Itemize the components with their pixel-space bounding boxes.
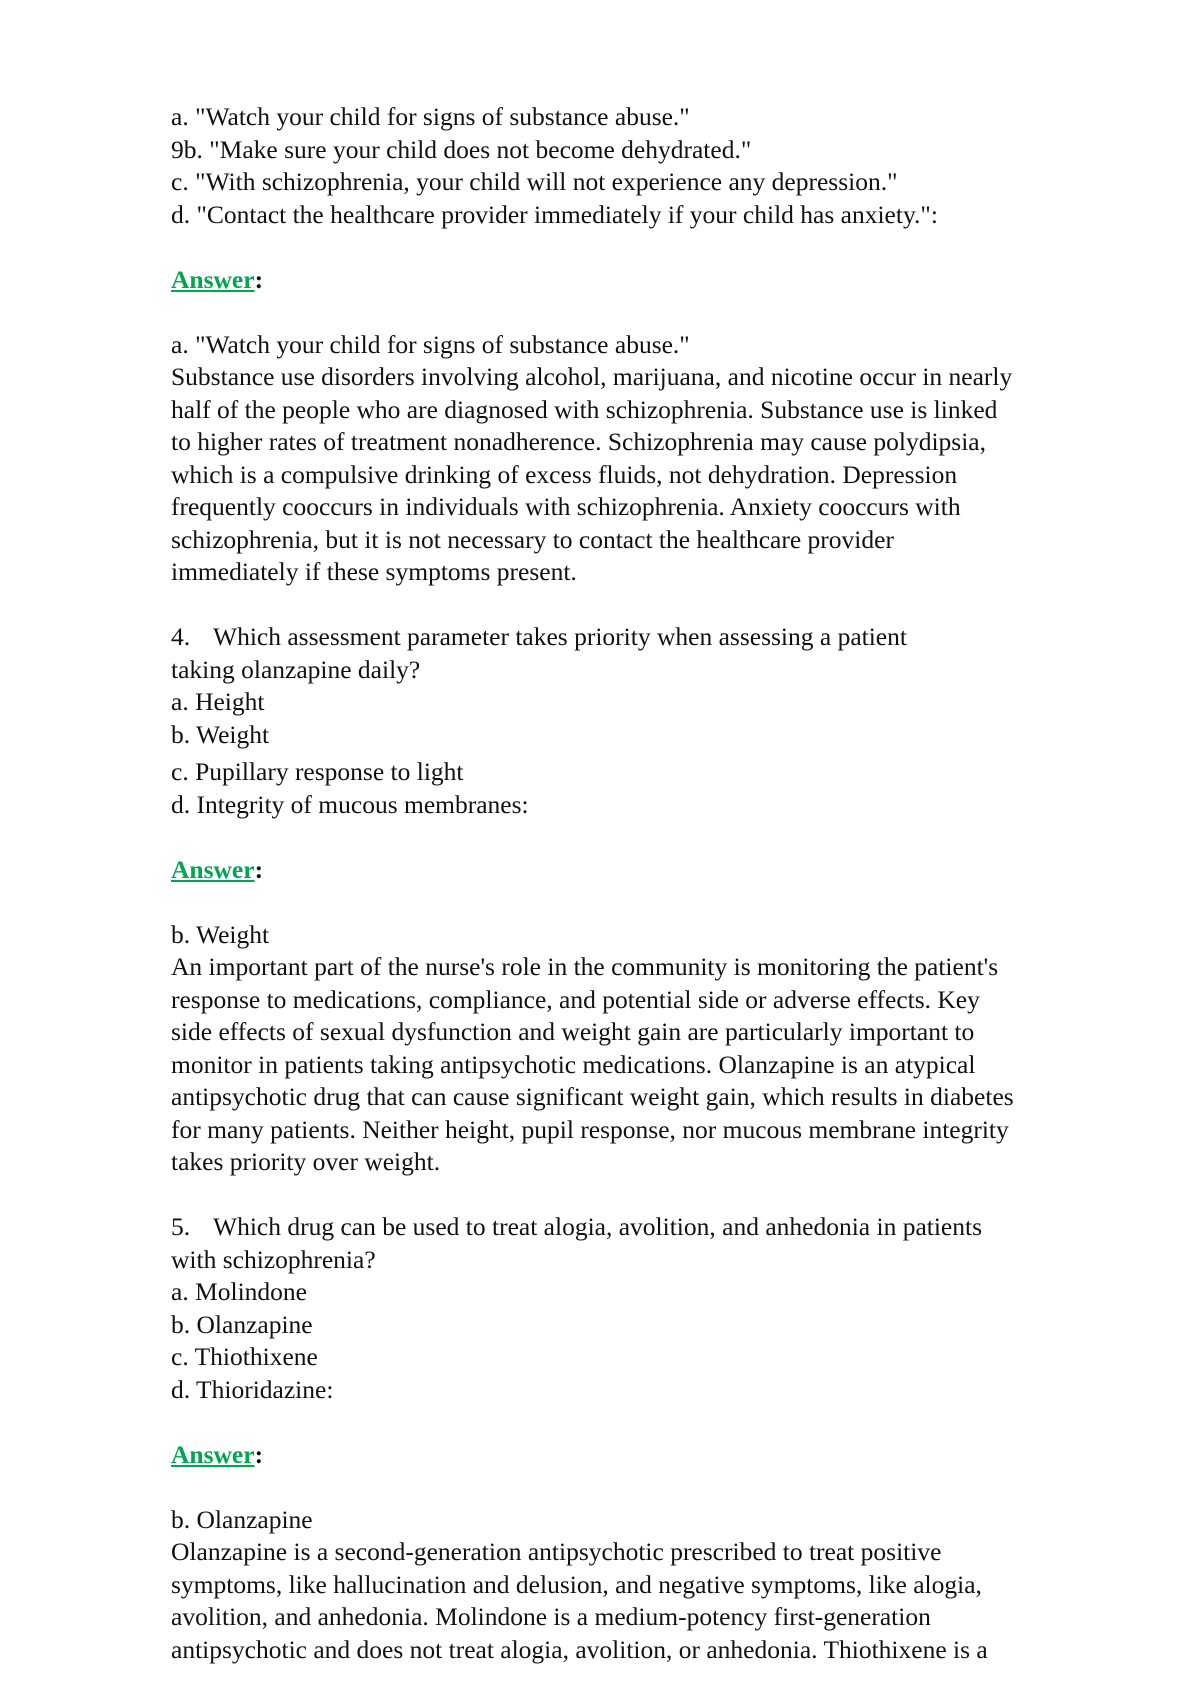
q4-option-b: b. Weight: [171, 719, 270, 749]
explanation-line: antipsychotic and does not treat alogia, avolition, or anhedonia. Thiothixene is a: [171, 1634, 988, 1664]
q5-option-d: d. Thioridazine:: [171, 1374, 334, 1404]
q4-option-d: d. Integrity of mucous membranes:: [171, 789, 529, 819]
answer-colon: :: [254, 264, 264, 294]
question-4-text: Which assessment parameter takes priority when assessing a patient: [213, 622, 907, 651]
explanation-line: schizophrenia, but it is not necessary to contact the healthcare provider: [171, 524, 894, 554]
explanation-line: takes priority over weight.: [171, 1147, 441, 1176]
answer-colon: :: [254, 1439, 264, 1469]
explanation-line: for many patients. Neither height, pupil response, nor mucous membrane integrity: [171, 1114, 1009, 1144]
q5-explanation: [171, 1536, 1131, 1666]
q4-answer-heading: [171, 854, 1131, 887]
question-5: [171, 1211, 1131, 1406]
explanation-line: half of the people who are diagnosed with schizophrenia. Substance use is linked: [171, 394, 998, 424]
q3-option-d: d. "Contact the healthcare provider immediately if your child has anxiety.":: [171, 199, 938, 229]
question-4-line-2: taking olanzapine daily?: [171, 654, 421, 684]
question-4-line-1: [171, 621, 1131, 654]
q5-answer-choice: b. Olanzapine: [171, 1504, 313, 1534]
answer-label: Answer: [171, 264, 255, 294]
question-5-line-1: [171, 1211, 1131, 1244]
explanation-line: side effects of sexual dysfunction and weight gain are particularly important to: [171, 1017, 975, 1046]
q3-answer-choice: a. "Watch your child for signs of substance abuse.": [171, 329, 690, 359]
q5-option-b: b. Olanzapine: [171, 1309, 313, 1339]
explanation-line: immediately if these symptoms present.: [171, 557, 577, 586]
q4-explanation: [171, 951, 1131, 1179]
explanation-line: Olanzapine is a second-generation antipsychotic prescribed to treat positive: [171, 1537, 942, 1566]
question-4: [171, 621, 1131, 821]
q3-option-c: c. "With schizophrenia, your child will not experience any depression.": [171, 167, 898, 196]
q4-answer-choice: b. Weight: [171, 919, 270, 949]
explanation-line: An important part of the nurse's role in the community is monitoring the patient's: [171, 952, 999, 981]
explanation-line: monitor in patients taking antipsychotic medications. Olanzapine is an atypical: [171, 1049, 976, 1079]
explanation-line: Substance use disorders involving alcohol, marijuana, and nicotine occur in nearly: [171, 362, 1013, 391]
answer-label: Answer: [171, 1439, 255, 1469]
answer-colon: :: [254, 854, 264, 884]
question-5-number: 5.: [171, 1212, 191, 1241]
explanation-line: which is a compulsive drinking of excess fluids, not dehydration. Depression: [171, 459, 958, 489]
question-5-line-2: with schizophrenia?: [171, 1244, 376, 1274]
q3-option-b: 9b. "Make sure your child does not become dehydrated.": [171, 134, 752, 164]
explanation-line: avolition, and anhedonia. Molindone is a medium-potency first-generation: [171, 1602, 931, 1631]
explanation-line: frequently cooccurs in individuals with schizophrenia. Anxiety cooccurs with: [171, 492, 961, 521]
explanation-line: antipsychotic drug that can cause significant weight gain, which results in diabetes: [171, 1082, 1014, 1111]
question-4-number: 4.: [171, 622, 191, 651]
q3-answer-heading: [171, 264, 1131, 297]
q5-option-a: a. Molindone: [171, 1277, 307, 1306]
explanation-line: symptoms, like hallucination and delusion, and negative symptoms, like alogia,: [171, 1569, 982, 1599]
q3-explanation: [171, 361, 1131, 589]
explanation-line: response to medications, compliance, and potential side or adverse effects. Key: [171, 984, 980, 1014]
q4-option-c: c. Pupillary response to light: [171, 757, 464, 786]
q3-option-a: a. "Watch your child for signs of substance abuse.": [171, 102, 690, 131]
question-5-text: Which drug can be used to treat alogia, avolition, and anhedonia in patients: [213, 1212, 983, 1241]
answer-label: Answer: [171, 854, 255, 884]
q5-option-c: c. Thiothixene: [171, 1342, 318, 1371]
q3-options: [171, 101, 1131, 231]
explanation-line: to higher rates of treatment nonadherence. Schizophrenia may cause polydipsia,: [171, 427, 986, 456]
q5-answer-heading: [171, 1439, 1131, 1472]
content-column: [171, 101, 1131, 1666]
q4-option-a: a. Height: [171, 687, 265, 716]
